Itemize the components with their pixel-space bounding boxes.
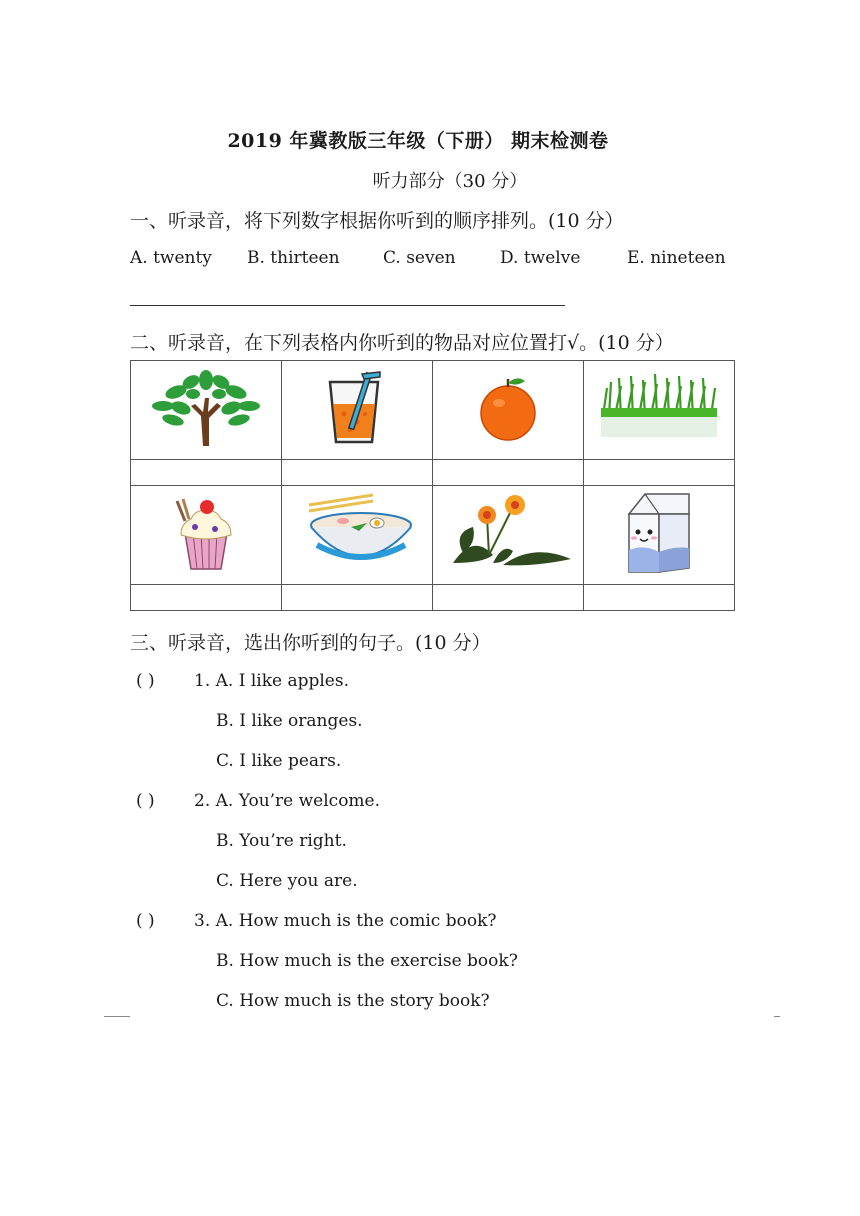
section-2-heading: 二、听录音，在下列表格内你听到的物品对应位置打√。(10 分）: [130, 332, 674, 354]
page-subtitle: 听力部分（30 分）: [372, 171, 528, 192]
question-2-option-b: B. You’re right.: [216, 831, 347, 851]
picture-table: [130, 360, 735, 611]
check-cell-milk[interactable]: [584, 585, 735, 611]
page-edge-mark-left: [104, 1016, 130, 1017]
answer-blank[interactable]: ( ): [136, 791, 155, 811]
juice-glass-icon: [322, 370, 392, 446]
question-3-option-c: C. How much is the story book?: [216, 991, 490, 1011]
noodle-bowl-icon: [297, 493, 417, 573]
milk-carton-icon: [619, 490, 699, 576]
cell-tree: [131, 361, 282, 460]
check-cell-flower[interactable]: [433, 585, 584, 611]
answer-blank[interactable]: ( ): [136, 671, 155, 691]
check-cell-cupcake[interactable]: [131, 585, 282, 611]
cell-flower: [433, 486, 584, 585]
question-1-option-c: C. I like pears.: [216, 751, 342, 771]
option-b: B. thirteen: [247, 248, 340, 268]
grass-icon: [599, 368, 719, 448]
option-e: E. nineteen: [627, 248, 726, 268]
option-c: C. seven: [383, 248, 456, 268]
question-2-option-c: C. Here you are.: [216, 871, 358, 891]
cell-orange: [433, 361, 584, 460]
cell-juice: [282, 361, 433, 460]
check-cell-noodles[interactable]: [282, 585, 433, 611]
question-3-option-b: B. How much is the exercise book?: [216, 951, 518, 971]
cell-grass: [584, 361, 735, 460]
section-1-heading: 一、听录音，将下列数字根据你听到的顺序排列。(10 分）: [130, 210, 624, 232]
page-edge-mark-right: [774, 1016, 780, 1017]
check-cell-juice[interactable]: [282, 460, 433, 486]
question-text: 3. A. How much is the comic book?: [194, 911, 497, 931]
question-text: 1. A. I like apples.: [194, 671, 349, 691]
section-3-heading: 三、听录音，选出你听到的句子。(10 分）: [130, 632, 491, 654]
check-cell-orange[interactable]: [433, 460, 584, 486]
cell-cupcake: [131, 486, 282, 585]
option-d: D. twelve: [500, 248, 581, 268]
cell-milk: [584, 486, 735, 585]
tree-icon: [151, 368, 261, 448]
question-1-option-b: B. I like oranges.: [216, 711, 363, 731]
answer-line[interactable]: [130, 305, 565, 306]
page-title: 2019 年冀教版三年级（下册） 期末检测卷: [227, 130, 609, 152]
answer-blank[interactable]: ( ): [136, 911, 155, 931]
option-a: A. twenty: [130, 248, 212, 268]
check-cell-tree[interactable]: [131, 460, 282, 486]
check-cell-grass[interactable]: [584, 460, 735, 486]
orange-icon: [473, 373, 543, 443]
cell-noodles: [282, 486, 433, 585]
flower-plant-icon: [443, 493, 573, 573]
question-text: 2. A. You’re welcome.: [194, 791, 381, 811]
cupcake-icon: [171, 493, 241, 573]
